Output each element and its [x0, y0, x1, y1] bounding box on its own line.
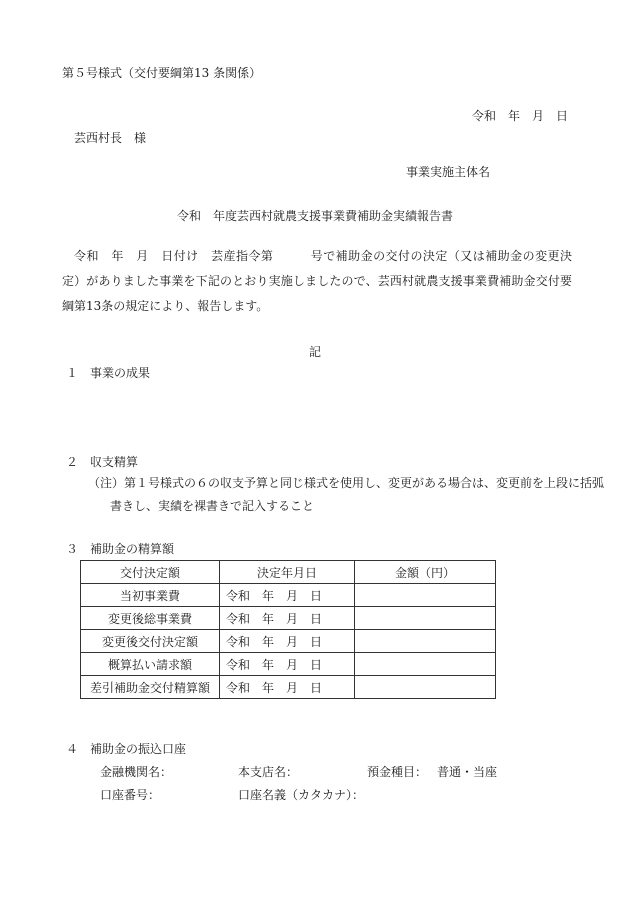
row-amount	[355, 607, 496, 630]
row-label: 当初事業費	[81, 584, 220, 607]
section-1-heading: １ 事業の成果	[66, 366, 151, 380]
account-name-label: 口座名義（カタカナ）：	[238, 788, 365, 802]
row-date: 令和 年 月 日	[220, 653, 355, 676]
implementer-label: 事業実施主体名	[406, 165, 491, 179]
row-date: 令和 年 月 日	[220, 584, 355, 607]
branch-label: 本支店名：	[238, 765, 299, 779]
table-header-row	[81, 561, 496, 584]
row-date: 令和 年 月 日	[220, 676, 355, 699]
row-label: 変更後交付決定額	[81, 630, 220, 653]
row-label: 差引補助金交付精算額	[81, 676, 220, 699]
row-amount	[355, 676, 496, 699]
section-4-heading: ４ 補助金の振込口座	[66, 742, 187, 756]
section-2-note-line-2: 書きし、実績を裸書きで記入すること	[110, 499, 315, 513]
row-date: 令和 年 月 日	[220, 607, 355, 630]
deposit-type-value: 普通・当座	[437, 765, 498, 779]
document-title: 令和 年度芸西村就農支援事業費補助金実績報告書	[176, 209, 453, 223]
settlement-table	[80, 560, 496, 699]
addressee: 芸西村長 様	[74, 131, 147, 145]
row-amount	[355, 584, 496, 607]
row-label: 変更後総事業費	[81, 607, 220, 630]
section-2-note-line-1: （注）第１号様式の６の収支予算と同じ様式を使用し、変更がある場合は、変更前を上段に括弧	[88, 476, 605, 490]
table-row	[81, 676, 496, 699]
table-row	[81, 653, 496, 676]
institution-label: 金融機関名：	[100, 765, 173, 779]
header-cell: 交付決定額	[81, 561, 220, 584]
form-title: 第５号様式（交付要綱第13 条関係）	[62, 66, 262, 80]
row-amount	[355, 630, 496, 653]
row-date: 令和 年 月 日	[220, 630, 355, 653]
ki-heading: 記	[308, 345, 321, 359]
section-2-heading: ２ 収支精算	[66, 455, 139, 469]
row-amount	[355, 653, 496, 676]
deposit-type-label: 預金種目：	[367, 765, 428, 779]
table-row	[81, 607, 496, 630]
account-number-label: 口座番号：	[100, 788, 161, 802]
table-row	[81, 630, 496, 653]
table-row	[81, 584, 496, 607]
header-cell: 金額（円）	[355, 561, 496, 584]
body-text: 令和 年 月 日付け 芸産指令第 号で補助金の交付の決定（又は補助金の変更決定）がありました事業を下記のとおり実施しましたので、芸西村就農支援事業費補助金交付要綱第13条の規定により、報告します。	[62, 249, 572, 313]
section-3-heading: ３ 補助金の精算額	[66, 542, 175, 556]
date-line: 令和 年 月 日	[471, 109, 568, 123]
row-label: 概算払い請求額	[81, 653, 220, 676]
header-cell: 決定年月日	[220, 561, 355, 584]
